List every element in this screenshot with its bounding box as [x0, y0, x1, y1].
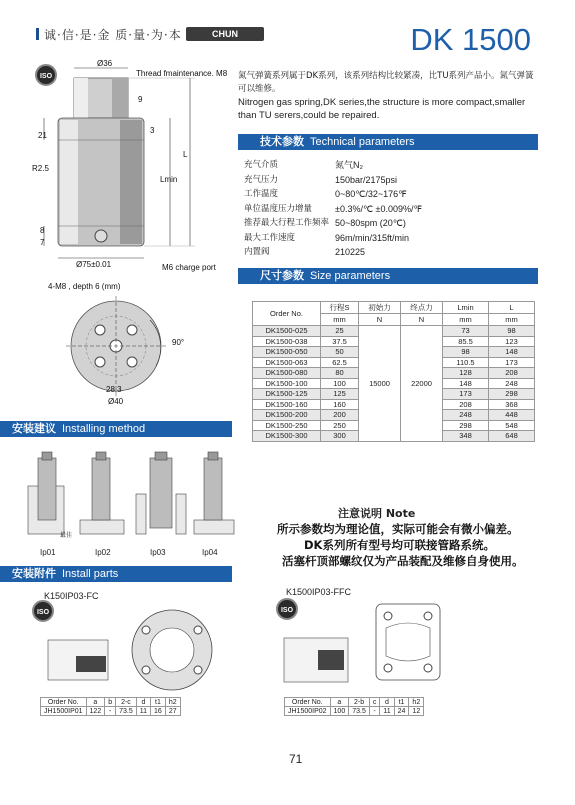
cell-stroke: 250 [321, 420, 359, 431]
cell-l: 98 [489, 326, 535, 337]
part1-table [40, 697, 181, 716]
part2-table [284, 697, 424, 716]
spec-value: 150bar/2175psi [335, 174, 398, 185]
cell-stroke: 25 [321, 326, 359, 337]
dim-21: 21 [38, 131, 47, 140]
spec-row [244, 158, 455, 173]
section-title-en: Install parts [62, 568, 119, 580]
header-cell: t1 [151, 698, 166, 707]
cell-lmin: 148 [443, 378, 489, 389]
iso-badge-icon: ISO [32, 600, 54, 622]
spec-value: 0~80℃/32~176℉ [335, 189, 407, 199]
section-title-cn: 尺寸参数 [260, 269, 304, 282]
cell-stroke: 125 [321, 389, 359, 400]
table-cell: 11 [136, 707, 150, 716]
spec-key: 推荐最大行程工作频率 [244, 218, 330, 228]
cell-stroke: 160 [321, 399, 359, 410]
dim-L: L [183, 150, 188, 159]
install-label-ip01: Ip01 [40, 548, 56, 557]
table-cell: 100 [330, 707, 349, 716]
cell-l: 368 [489, 399, 535, 410]
dim-radius: R2.5 [32, 164, 49, 173]
install-label-ip04: Ip04 [202, 548, 218, 557]
cell-stroke: 37.5 [321, 336, 359, 347]
cell-stroke: 300 [321, 431, 359, 442]
cell-lmin: 85.5 [443, 336, 489, 347]
unit: mm [443, 314, 489, 326]
part2-split-bore [386, 623, 430, 661]
ip04-spring [204, 458, 222, 520]
cell-order: DK1500-050 [253, 347, 321, 358]
cell-order: DK1500-125 [253, 389, 321, 400]
section-title-en: Size parameters [310, 270, 391, 282]
install-diagrams [18, 450, 238, 540]
cell-lmin: 110.5 [443, 357, 489, 368]
table-cell: 11 [380, 707, 394, 716]
note-line-2: DK系列所有型号均可联接管路系统。 [304, 538, 495, 552]
section-size-parameters [238, 268, 538, 284]
table-cell: 24 [394, 707, 409, 716]
cell-order: DK1500-080 [253, 368, 321, 379]
cell-order: DK1500-200 [253, 410, 321, 421]
spec-row [244, 245, 455, 260]
ip02-plate [80, 520, 124, 534]
size-table-header [253, 302, 535, 314]
install-label-ip03: Ip03 [150, 548, 166, 557]
dim-28-3: 28.3 [106, 385, 122, 394]
spec-value: 96m/min/315ft/min [335, 232, 410, 243]
cell-order: DK1500-038 [253, 336, 321, 347]
spec-row [244, 187, 455, 202]
ip03-spring [150, 458, 172, 528]
cell-l: 298 [489, 389, 535, 400]
description-cn: 氮气弹簧系列属于DK系列，该系列结构比较紧凑，比TU系列产品小。氮气弹簧可以维修。 [238, 71, 534, 94]
header-slogan: 诚·信·是·金 质·量·为·本 [44, 28, 182, 42]
spec-key: 单位温度压力增量 [244, 203, 313, 214]
cell-stroke: 62.5 [321, 357, 359, 368]
ip04-plate [194, 520, 234, 534]
header-stroke: 行程S [321, 302, 359, 314]
table-row [285, 698, 424, 707]
part2-clamp [318, 650, 344, 670]
spec-key: 最大工作速度 [244, 232, 296, 243]
part2-drawing [280, 596, 460, 696]
cell-stroke: 50 [321, 347, 359, 358]
cell-l: 548 [489, 420, 535, 431]
dim-8: 8 [40, 226, 45, 235]
section-title-en: Technical parameters [310, 136, 415, 148]
spec-row [244, 173, 455, 188]
cell-lmin: 298 [443, 420, 489, 431]
part1-drawing [40, 600, 230, 695]
description-en: Nitrogen gas spring,DK series,the structure is more compact,smaller than TU serers,could be repaired. [238, 97, 526, 121]
spec-key: 工作温度 [244, 189, 279, 199]
spec-key: 内置阀 [244, 247, 270, 257]
cell-final-force: 22000 [401, 326, 443, 442]
table-cell: 16 [151, 707, 166, 716]
table-cell: - [369, 707, 380, 716]
dim-angle: 90° [172, 338, 185, 347]
note-title: 注意说明 Note [338, 507, 416, 520]
note-line-3: 活塞杆顶部螺纹仅为产品装配及维修自身使用。 [282, 554, 524, 568]
cell-order: DK1500-025 [253, 326, 321, 337]
cell-order: DK1500-063 [253, 357, 321, 368]
spec-value: ±0.3%/℃ ±0.009%/℉ [335, 203, 423, 214]
cell-l: 648 [489, 431, 535, 442]
dim-rod-diameter: Ø36 [97, 59, 113, 68]
spec-row [244, 231, 455, 246]
table-cell: - [105, 707, 116, 716]
header-cell: Order No. [285, 698, 331, 707]
header-cell: 2-c [116, 698, 137, 707]
spec-row [244, 216, 455, 231]
section-title-cn: 安装附件 [12, 567, 56, 580]
table-cell: 122 [86, 707, 105, 716]
unit: mm [321, 314, 359, 326]
page-number: 71 [289, 752, 303, 766]
header-order: Order No. [253, 302, 321, 326]
part1-clamp [76, 656, 106, 672]
spec-key: 充气介质 [244, 160, 279, 170]
install-label-ip02: Ip02 [95, 548, 111, 557]
cell-lmin: 248 [443, 410, 489, 421]
cell-lmin: 348 [443, 431, 489, 442]
size-table [252, 301, 535, 442]
cell-lmin: 128 [443, 368, 489, 379]
header-lmin: Lmin [443, 302, 489, 314]
cell-stroke: 80 [321, 368, 359, 379]
unit: N [359, 314, 401, 326]
table-cell: JH1500IP02 [285, 707, 331, 716]
dim-3: 3 [150, 126, 155, 135]
cell-l: 123 [489, 336, 535, 347]
part2-name: K1500IP03-FFC [286, 587, 352, 597]
header-cell: a [330, 698, 349, 707]
ip02-spring [92, 458, 110, 520]
spec-key: 充气压力 [244, 174, 279, 185]
cell-l: 448 [489, 410, 535, 421]
header-cell: 2-b [349, 698, 370, 707]
unit: N [401, 314, 443, 326]
iso-badge-icon: ISO [35, 64, 57, 86]
spec-value: 50~80spm (20℃) [335, 218, 406, 228]
product-description [238, 70, 538, 122]
charge-port [95, 230, 107, 242]
header-cell: d [380, 698, 394, 707]
cell-stroke: 100 [321, 378, 359, 389]
header-cell: Order No. [41, 698, 87, 707]
spec-value: 210225 [335, 247, 366, 257]
bolt-hole-2 [127, 325, 137, 335]
header-cell: h2 [165, 698, 180, 707]
table-cell: 73.5 [116, 707, 137, 716]
section-title-cn: 安装建议 [12, 422, 56, 435]
cell-l: 173 [489, 357, 535, 368]
cell-order: DK1500-300 [253, 431, 321, 442]
header-cell: t1 [394, 698, 409, 707]
table-cell: 73.5 [349, 707, 370, 716]
cell-lmin: 73 [443, 326, 489, 337]
page-title: DK 1500 [410, 22, 531, 57]
bolt-hole-3 [95, 357, 105, 367]
rod-shadow [112, 78, 128, 118]
header-cell: a [86, 698, 105, 707]
dim-7: 7 [40, 238, 45, 247]
body-highlight [60, 120, 78, 244]
dim-dia-40: Ø40 [108, 397, 124, 406]
cell-initial-force: 15000 [359, 326, 401, 442]
header-cell: b [105, 698, 116, 707]
charge-port-label: M6 charge port [162, 263, 216, 272]
rod-highlight [74, 78, 88, 118]
header-initial-force: 初始力 [359, 302, 401, 314]
header-final-force: 终点力 [401, 302, 443, 314]
section-install-parts [0, 566, 232, 582]
cell-lmin: 208 [443, 399, 489, 410]
cell-order: DK1500-100 [253, 378, 321, 389]
table-row [41, 707, 181, 716]
table-cell: 27 [165, 707, 180, 716]
bolt-note: 4-M8 , depth 6 (mm) [48, 282, 121, 291]
table-row [253, 326, 535, 337]
table-row [41, 698, 181, 707]
note-line-1: 所示参数均为理论值，实际可能会有微小偏差。 [277, 522, 519, 536]
cell-order: DK1500-250 [253, 420, 321, 431]
part1-bore [150, 628, 194, 672]
dim-thread-note: Thread fmaintenance. M8 [136, 69, 228, 78]
ip01-spring [38, 458, 56, 520]
header-cell: c [369, 698, 380, 707]
dim-Lmin: Lmin [160, 175, 178, 184]
body-shadow [120, 120, 142, 244]
bolt-hole-4 [127, 357, 137, 367]
section-title-cn: 技术参数 [260, 135, 304, 148]
bolt-hole-1 [95, 325, 105, 335]
top-view-drawing [60, 290, 200, 410]
header-cell: d [136, 698, 150, 707]
spec-value: 氮气N₂ [335, 160, 363, 170]
section-title-en: Installing method [62, 423, 146, 435]
cell-l: 148 [489, 347, 535, 358]
header-cell: h2 [409, 698, 424, 707]
part1-name: K150IP03-FC [44, 591, 99, 601]
table-row [285, 707, 424, 716]
company-logo: CHUN [186, 27, 264, 41]
cell-l: 248 [489, 378, 535, 389]
table-cell: 12 [409, 707, 424, 716]
header-l: L [489, 302, 535, 314]
iso-badge-icon: ISO [276, 598, 298, 620]
dim-body-diameter: Ø75±0.01 [76, 260, 112, 269]
cell-l: 208 [489, 368, 535, 379]
table-cell: JH1500IP01 [41, 707, 87, 716]
cell-order: DK1500-160 [253, 399, 321, 410]
dim-9: 9 [138, 95, 143, 104]
cell-stroke: 200 [321, 410, 359, 421]
cell-lmin: 173 [443, 389, 489, 400]
spec-row [244, 202, 455, 217]
install-best-tag: 最佳 [60, 532, 73, 539]
header-accent-bar [36, 28, 39, 40]
cell-lmin: 98 [443, 347, 489, 358]
spec-table [244, 158, 455, 260]
unit: mm [489, 314, 535, 326]
section-technical-parameters [238, 134, 538, 150]
section-installing-method [0, 421, 232, 437]
product-drawing [20, 58, 250, 273]
